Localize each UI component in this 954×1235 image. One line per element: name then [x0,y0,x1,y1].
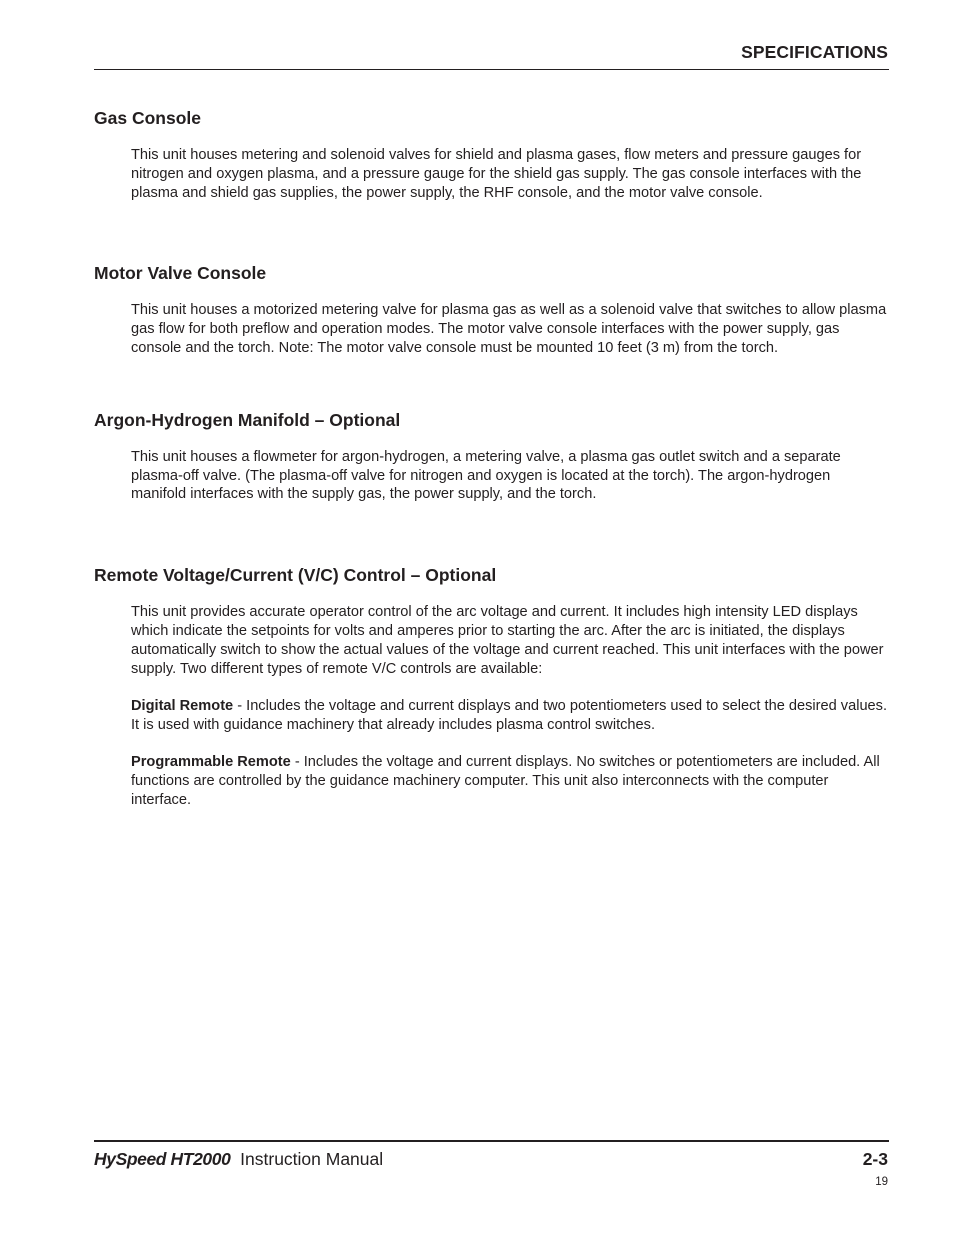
section-heading: Remote Voltage/Current (V/C) Control – Optional [94,565,497,586]
definition-digital-remote: - Includes the voltage and current displays and two potentiometers used to select the desired values. It is used with guidance machinery that already includes plasma control switches. [131,697,888,733]
term-programmable-remote: Programmable Remote [131,754,291,771]
header-rule [94,69,889,70]
section-motor-valve-console [94,262,889,357]
section-remote-vc-control [94,564,889,809]
section-heading: Argon-Hydrogen Manifold – Optional [94,409,401,430]
paragraph: This unit houses a motorized metering valve for plasma gas as well as a solenoid valve that switches to allow plasma gas flow for both preflow and operation modes. The motor valve console interfaces with the power supply, gas console and the torch. Note: The motor valve console must be mounted 10 feet (3 m) from the torch. [131,302,887,356]
product-name: HySpeed HT2000 [94,1149,231,1169]
section-body [131,603,889,809]
page-content [94,107,889,810]
running-header-title: SPECIFICATIONS [741,42,888,62]
page-number: 2-3 [862,1149,888,1169]
paragraph-programmable-remote [131,753,889,809]
section-body [131,448,889,504]
section-gas-console [94,107,889,202]
sheet-number: 19 [875,1176,888,1188]
paragraph-digital-remote [131,697,889,735]
section-argon-hydrogen-manifold [94,409,889,504]
definition-programmable-remote: - Includes the voltage and current displays. No switches or potentiometers are included. All functions are controlled by the guidance machinery computer. This unit also interconnects with the computer interface. [131,754,880,808]
paragraph: This unit provides accurate operator control of the arc voltage and current. It includes high intensity LED displays which indicate the setpoints for volts and amperes prior to starting the arc. After the arc is initiated, the displays automatically switch to show the actual values of the voltage and current reached. This unit interfaces with the power supply. Two different types of remote V/C controls are available: [131,604,884,677]
footer-rule [94,1140,889,1142]
section-heading: Motor Valve Console [94,263,267,284]
manual-label: Instruction Manual [240,1149,384,1169]
footer-manual-title [94,1149,383,1170]
section-body [131,146,889,202]
section-body [131,301,889,357]
paragraph: This unit houses metering and solenoid valves for shield and plasma gases, flow meters and pressure gauges for nitrogen and oxygen plasma, and a pressure gauge for the shield gas supply. The gas console interfaces with the plasma and shield gas supplies, the power supply, the RHF console, and the motor valve console. [131,147,862,201]
paragraph: This unit houses a flowmeter for argon-hydrogen, a metering valve, a plasma gas outlet switch and a separate plasma-off valve. (The plasma-off valve for nitrogen and oxygen is located at the torch). The argon-hydrogen manifold interfaces with the supply gas, the power supply, and the torch. [131,448,841,503]
section-heading: Gas Console [94,108,201,128]
term-digital-remote: Digital Remote [131,697,234,714]
